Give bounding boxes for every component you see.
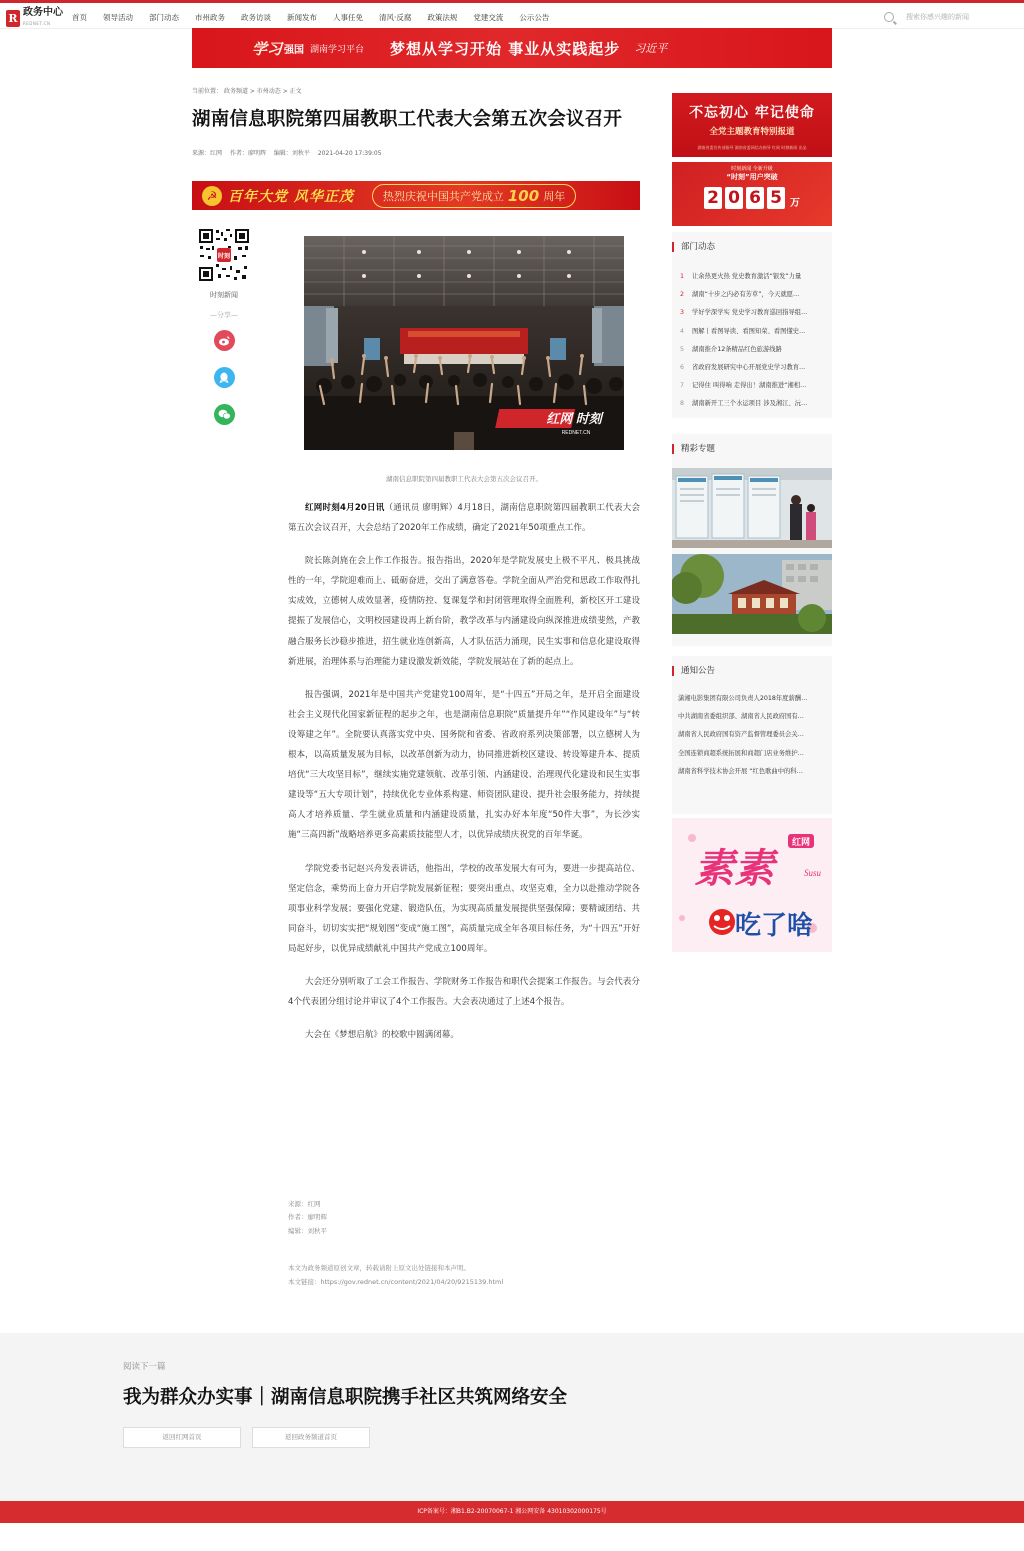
promo1-title: 不忘初心 牢记使命 [689,105,815,121]
article-title: 湖南信息职院第四届教职工代表大会第五次会议召开 [192,109,623,130]
photo-caption: 湖南信息职院第四届教职工代表大会第五次会议召开。 [386,475,542,483]
susu-column-banner[interactable] [672,818,832,952]
special-topics-box [672,434,832,646]
site-logo[interactable] [6,8,63,28]
susu-latin: Susu [804,868,822,878]
logo-text: 政务中心 [23,6,63,18]
promo2-unit: 万 [790,198,800,209]
photo-watermark: 红网 时刻 [546,411,602,426]
party-pill [372,184,576,208]
copyright-text: 本文为政务频道原创文章，转载请附上原文出处链接和本声明。 [288,1264,470,1272]
list-item[interactable]: 2 湖南“十步之内必有芳草”，今天就愿… [680,291,800,299]
dept-news-box [672,232,832,418]
list-item[interactable]: 全国连锁商超系统拓展和商超门店业务维护… [678,749,804,757]
next-article-title[interactable]: 我为群众办实事｜湖南信息职院携手社区共筑网络安全 [123,1387,568,1408]
party-calligraphy: 百年大党 风华正茂 [228,188,354,205]
nav-policy[interactable]: 政策法规 [427,13,458,22]
article-link[interactable]: 本文链接：https://gov.rednet.cn/content/2021/04/20/9215139.html [288,1277,504,1286]
article-photo [304,236,624,450]
page-bottom [0,1523,1024,1551]
breadcrumb-prefix: 当前位置： [192,88,223,95]
party-text: 热烈庆祝中国共产党成立 [382,189,504,203]
nav-anticorruption[interactable]: 清风·反腐 [379,13,412,22]
promo-banner-education[interactable] [672,93,832,157]
paragraph-lead [288,498,640,538]
list-item[interactable]: 7 记得住 叫得响 走得出！湖南推进“湘相… [680,382,807,390]
nav-leaders[interactable]: 领导活动 [103,13,133,22]
notice-list [672,690,832,781]
breadcrumb: 当前位置： 政务频道 > 市州动态 > 正文 [192,88,302,95]
meta-author: 作者：廖明辉 [229,150,266,157]
list-item[interactable]: 湖南省科学技术协会开展 “红色歌曲中的科… [678,767,803,775]
promo1-footer: 湖南省委宣传部指导 湖南省委网信办指导 红网 时刻新闻 出品 [697,145,807,150]
nav-interview[interactable]: 政务访谈 [241,13,271,22]
banner-brand-2: 强国 [284,44,305,56]
next-article-section [0,1333,1024,1501]
special-topic-image[interactable] [672,554,832,634]
party-number: 100 [507,186,540,205]
meta-editor: 编辑：刘秋平 [273,150,310,157]
lead-rest: （通讯员 廖明辉）4月18日，湖南信息职院第四届教职工代表大会第五次会议召开，大会总结了2020年工作成绩，确定了2021年50项重点工作。 [288,503,640,534]
list-item[interactable]: 中共湖南省委组织部、湖南省人民政府国有… [678,713,804,721]
susu-subtitle: 吃了啥 [734,911,814,941]
digit: 6 [746,187,764,209]
dept-news-title: 部门动态 [672,242,832,252]
back-gov-button[interactable]: 返回政务频道首页 [252,1427,370,1448]
editor-line: 编辑：刘秋平 [288,1226,327,1235]
back-rednet-button[interactable]: 返回红网首页 [123,1427,241,1448]
list-item[interactable]: 6 省政府发展研究中心开展党史学习教育… [680,363,806,371]
rednet-logo-icon: R [6,10,20,27]
xuexi-banner[interactable] [192,28,832,68]
paragraph: 报告强调，2021年是中国共产党建党100周年，是“十四五”开局之年，是开启全面建设社会主义现代化国家新征程的起步之年，也是湖南信息职院“质量提升年”“作风建设年”与“转设筹建之年”。全院要认真落实党中央、国务院和省委、省政府系列决策部署，以立德树人为根本，以高质量发展为目标，以改革创新为动力，协同推进新校区建设、转设筹建升本、提质培优“三大攻坚目标”，继续实施党建领航、改革引领、内涵建设、治理现代化建设和民生实事建设等“五大专项计划”，持续优化专业体系构建、师资团队建设、提升社会服务能力，持续提高人才培养质量、学生就业质量和内涵建设质量，扎实办好本年度“50件大事”，为长沙实施“三高四新”战略培养更多高素质技能型人才，以优异成绩庆祝党的百年华诞。 [288,689,640,841]
share-divider: —分享— [210,311,238,319]
banner-platform: 湖南学习平台 [310,44,365,55]
nav-dept[interactable]: 部门动态 [149,13,179,22]
paragraph: 院长陈剑旄在会上作工作报告。报告指出，2020年是学院发展史上极不平凡、极具挑战性的一年，学院迎难而上、砥砺奋进，交出了满意答卷。学院全面从严治党和思政工作取得扎实成效，立德树人成效显著，疫情防控、复课复学和封闭管理取得全面胜利，新校区开工建设提振了发展信心，文明校园建设再上新台阶，教学改革与内涵建设向纵深推进成绩斐然，产教融合服务长沙稳步推进，招生就业连创新高，人才队伍活力涌现，民生实事和信息化建设取得新进展，治理体系与治理能力建设激发新效能，学院发展站在了新的起点上。 [288,556,640,667]
promo1-subtitle: 全党主题教育特别报道 [709,127,795,137]
breadcrumb-city[interactable]: 市州动态 [256,88,281,95]
article-body [288,498,640,1058]
source-line: 来源：红网 [288,1200,321,1208]
digit: 0 [725,187,743,209]
promo2-mid: “时刻”用户突破 [726,173,778,181]
search-input[interactable]: 搜索你感兴趣的新闻 [906,13,969,21]
paragraph: 学院党委书记赵兴舟发表讲话，他指出，学校的改革发展大有可为，要进一步提高站位、坚定信念，乘势而上奋力开启学院发展新征程；要突出重点、攻坚克难，全力以赴推动学院各项事业科学发展；要强化党建、锻造队伍，为实现高质量发展提供坚强保障；要精诚团结、共同奋斗，切切实实把“规划图”变成“施工图”，高质量完成全年各项目标任务，为“十四五”开好局起好步，以优异成绩献礼中国共产党成立100周年。 [288,863,640,954]
nav-party[interactable]: 党建交流 [473,13,504,22]
promo-banner-users[interactable] [672,162,832,226]
qr-code [196,226,252,284]
promo2-top: 时刻新闻 全新升级 [731,166,773,172]
article-meta [192,148,388,157]
next-label: 阅读下一篇 [123,1362,166,1372]
photo-watermark-sub: REDNET.CN [561,430,591,436]
lead-bold: 红网时刻4月20日讯 [305,503,385,513]
wechat-icon[interactable] [214,404,235,425]
copyright-note [288,1262,503,1289]
notice-box [672,656,832,814]
special-topic-image[interactable] [672,468,832,548]
list-item[interactable]: 潇湘电影集团有限公司负责人2018年度薪酬… [678,695,808,702]
nav-home[interactable]: 首页 [72,13,87,22]
list-item[interactable]: 湖南省人民政府国有资产监督管理委员会关… [678,731,804,739]
party-suffix: 周年 [543,189,566,203]
meta-time: 2021-04-20 17:39:05 [317,150,382,157]
nav-notice[interactable]: 公示公告 [519,13,550,22]
special-topics-title: 精彩专题 [672,444,832,454]
share-column [192,226,256,425]
top-navbar [0,0,1024,29]
breadcrumb-current: 正文 [289,88,302,95]
qr-label: 时刻新闻 [210,291,238,299]
promo2-digits [672,187,832,209]
nav-city[interactable]: 市州政务 [195,13,225,22]
svg-text:时刻: 时刻 [217,254,231,260]
list-item[interactable]: 1 让余热更火热 党史教育激活“银发”力量 [680,273,802,280]
nav-press[interactable]: 新闻发布 [287,13,317,22]
nav-personnel[interactable]: 人事任免 [333,13,363,22]
list-item[interactable]: 8 湖南新开工三个水运项目 涉及湘江、沅… [680,400,808,408]
weibo-icon[interactable] [214,330,235,351]
banner-brand: 学习 [252,39,283,58]
banner-slogan: 梦想从学习开始 事业从实践起步 [390,39,621,58]
party-emblem-icon: ☭ [202,186,222,206]
paragraph: 大会还分别听取了工会工作报告、学院财务工作报告和职代会提案工作报告。与会代表分4个代表团分组讨论并审议了4个工作报告。大会表决通过了上述4个报告。 [288,976,640,1008]
meta-source: 来源：红网 [192,150,223,157]
list-item[interactable]: 4 图解丨看图导读、看图知荣、看图懂史… [680,327,806,335]
article-source-block [288,1198,327,1238]
list-item[interactable]: 3 学好学深学实 党史学习教育巡回指导组… [680,309,808,317]
notice-title: 通知公告 [672,666,832,676]
dept-news-list [672,268,832,414]
breadcrumb-gov[interactable]: 政务频道 [223,88,248,95]
logo-sub: REDNET.CN [23,20,51,26]
site-footer: ICP备案号：湘B1.B2-20070067-1 湘公网安备 43010302000175号 [0,1501,1024,1523]
susu-title: 素素 [694,845,774,892]
party-centenary-banner[interactable] [192,181,640,210]
author-line: 作者：廖明辉 [288,1213,327,1222]
paragraph: 大会在《梦想启航》的校歌中圆满闭幕。 [305,1030,459,1041]
susu-tag: 红网 [791,837,811,847]
digit: 5 [767,187,785,209]
banner-signature: 习近平 [634,42,668,55]
search-box[interactable] [884,10,1014,24]
search-icon[interactable] [884,12,894,22]
qq-icon[interactable] [214,367,235,388]
list-item[interactable]: 5 湖南推介12条精品红色旅游线路 [680,345,782,353]
digit: 2 [704,187,722,209]
